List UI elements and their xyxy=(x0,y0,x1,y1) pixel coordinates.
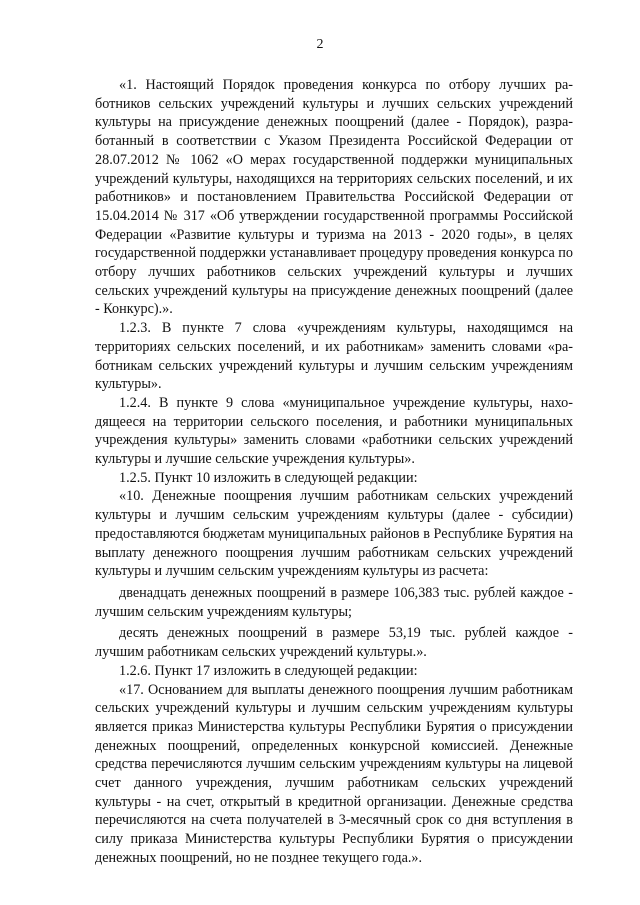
paragraph-order-clause-1: «1. Настоящий Порядок проведения конкурса по отбору лучших работников сельских учреждений культуры и лучших сельских учреждений культуры на присуждение денежных поощрений (далее - Порядок), разработанный в соответствии с Указом Президента Российской Федерации от 28.07.2012 № 1062 «О мерах государственной поддержки муниципальных учреждений культуры, находящихся на территориях сельских поселений, и их работников» и постановлением Правительства Российской Федерации от 15.04.2014 № 317 «Об утверждении государственной программы Российской Федерации «Развитие культуры и туризма на 2013 - 2020 годы», в целях государственной поддержки устанавливает процедуру проведения конкурса по отбору лучших работников сельских учреждений культуры и лучших сельских учреждений культуры на присуждение денежных поощрений (далее - Конкурс).». xyxy=(95,77,573,318)
paragraph-1-2-4: 1.2.4. В пункте 9 слова «муниципальное учреждение культуры, находящееся на территории сельского поселения, и работники муниципальных учреждения культуры» заменить словами «работники сельских учреждений культуры и лучшие сельские учреждения культуры». xyxy=(95,394,573,468)
document-body xyxy=(95,76,573,868)
paragraph-twelve-awards: двенадцать денежных поощрений в размере 106,383 тыс. рублей каждое - лучшим сельским учреждениям культуры; xyxy=(95,584,573,620)
paragraph-clause-17: «17. Основанием для выплаты денежного поощрения лучшим работникам сельских учреждений культуры и лучшим сельским учреждениям культуры является приказ Министерства культуры Республики Бурятия о присуждении денежных поощрений, определенных конкурсной комиссией. Денежные средства перечисляются лучшим сельским учреждениям культуры на лицевой счет данного учреждения, лучшим работникам сельских учреждений культуры - на счет, открытый в кредитной организации. Денежные средства перечисляются на счета получателей в 3-месячный срок со дня вступления в силу приказа Министерства культуры Республики Бурятия о присуждении денежных поощрений, но не позднее текущего года.». xyxy=(95,681,573,866)
paragraph-clause-10: «10. Денежные поощрения лучшим работникам сельских учреждений культуры и лучшим сельским учреждениям культуры (далее - субсидии) предоставляются бюджетам муниципальных районов в Республике Бурятия на выплату денежного поощрения лучшим работникам сельских учреждений культуры и лучшим сельским учреждениям культуры из расчета: xyxy=(95,488,573,580)
page-number: 2 xyxy=(316,37,324,52)
paragraph-1-2-3: 1.2.3. В пункте 7 слова «учреждениям культуры, находящимся на территориях сельских поселений, и их работникам» заменить словами «работникам сельских учреждений культуры и лучшим сельским учреждениям культуры». xyxy=(95,320,573,393)
paragraph-1-2-6: 1.2.6. Пункт 17 изложить в следующей редакции: xyxy=(119,662,418,679)
paragraph-ten-awards: десять денежных поощрений в размере 53,19 тыс. рублей каждое - лучшим работникам сельских учреждений культуры.». xyxy=(95,625,573,661)
paragraph-1-2-5: 1.2.5. Пункт 10 изложить в следующей редакции: xyxy=(119,469,418,486)
